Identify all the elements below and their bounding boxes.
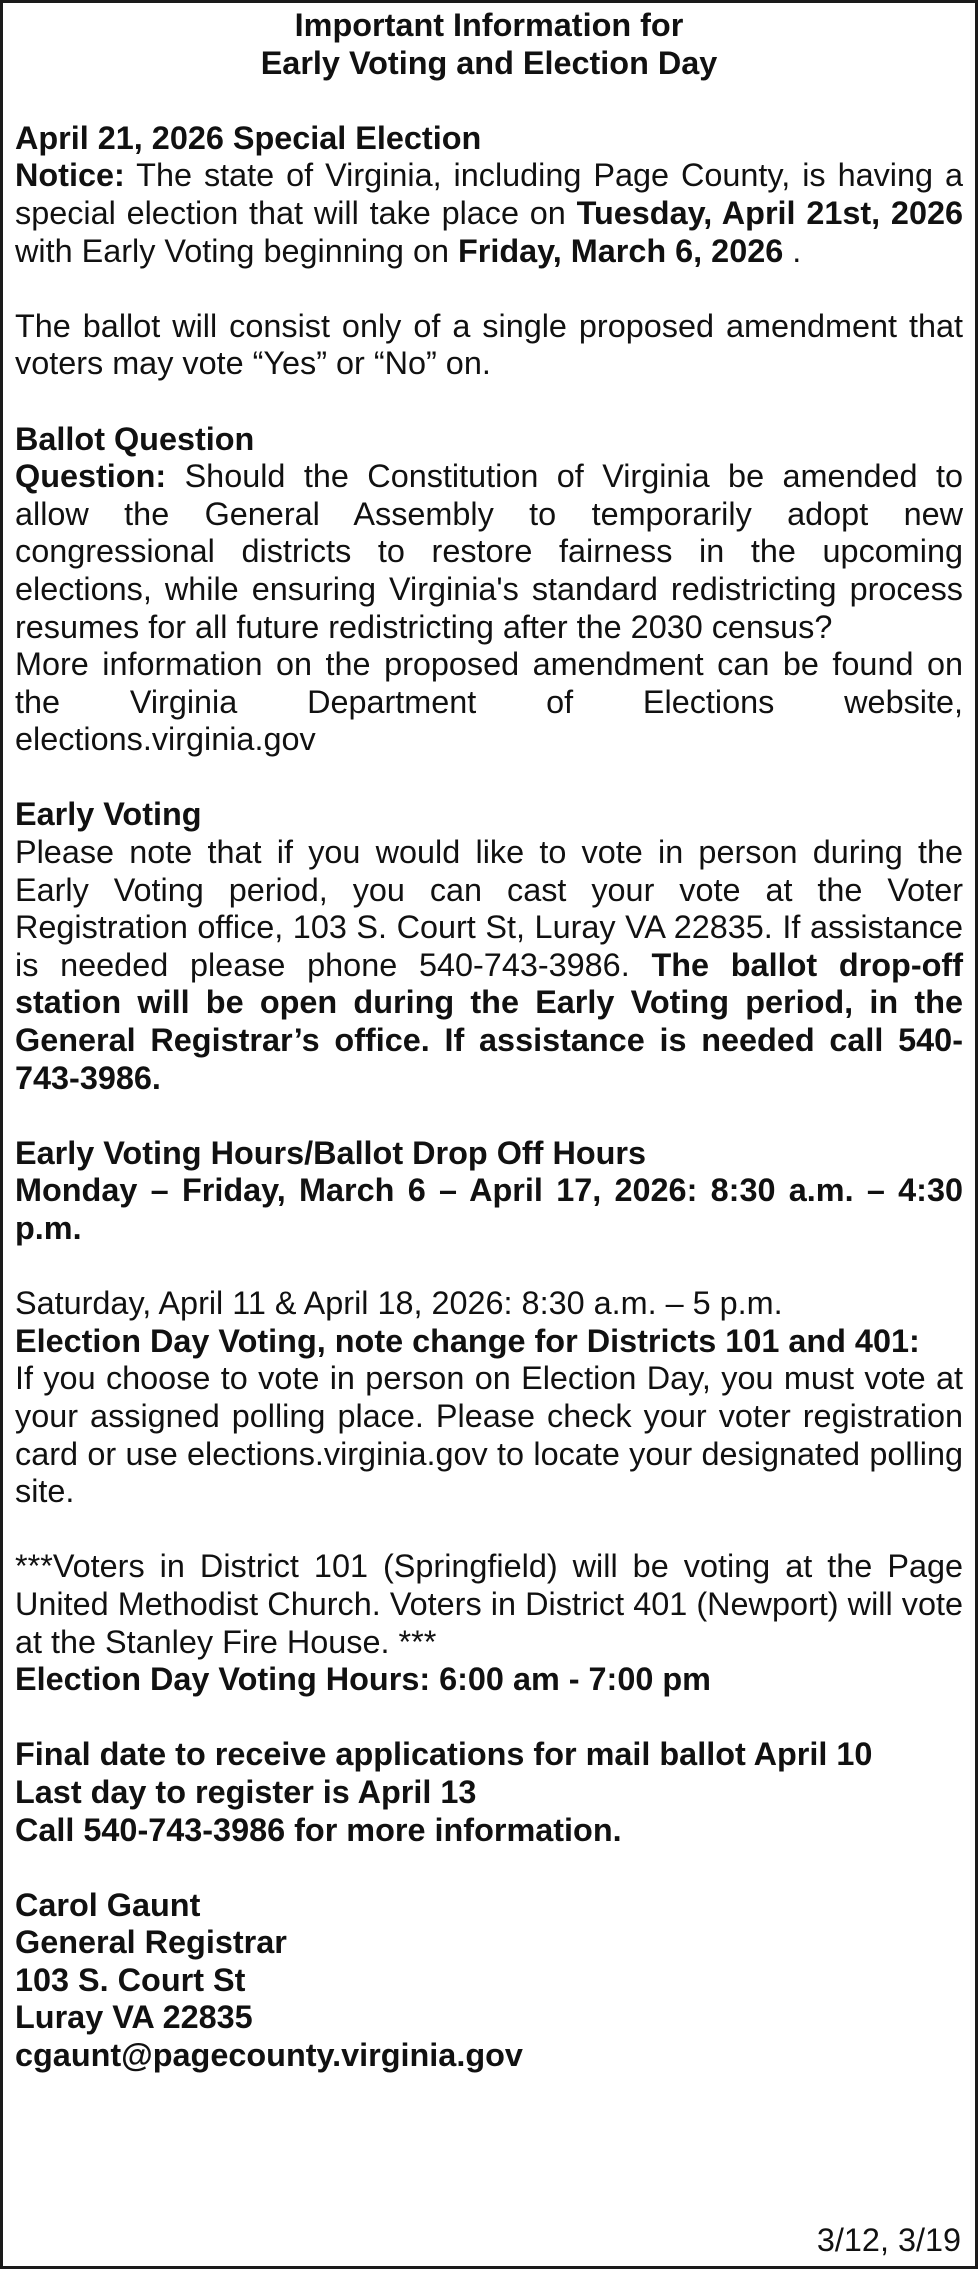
- notice-text-1: The state of Virginia, including Page County, is having a special election that will take place on: [15, 157, 963, 231]
- early-voting-body: Please note that if you would like to vote in person during the Early Voting period, you can cast your vote at the Voter Registration office, 103 S. Court St, Luray VA 22835. If assistance is needed please phone 540-743-3986.: [15, 834, 963, 983]
- registrar-title: General Registrar: [15, 1924, 287, 1961]
- registrar-address-1: 103 S. Court St: [15, 1961, 246, 1998]
- notice-text-3: .: [783, 232, 802, 269]
- notice-label: Notice:: [15, 157, 125, 194]
- early-voting-start-date: Friday, March 6, 2026: [457, 232, 784, 269]
- call-info: Call 540-743-3986 for more information.: [15, 1811, 622, 1848]
- question-text: Should the Constitution of Virginia be amended to allow the General Assembly to temporarily adopt new congressional districts to restore fairness in the upcoming elections, while ensuring Virginia's standard redistricting process resumes for all future redistricting after the 2030 census?: [15, 458, 963, 645]
- district-changes: ***Voters in District 101 (Springfield) will be voting at the Page United Methodist Church. Voters in District 401 (Newport) will vote at the Stanley Fire House. ***: [15, 1548, 963, 1660]
- election-date: Tuesday, April 21st, 2026: [576, 194, 963, 231]
- special-election-notice: [15, 157, 963, 270]
- registrar-email: cgaunt@pagecounty.virginia.gov: [15, 2037, 523, 2074]
- special-election-title: April 21, 2026 Special Election: [15, 119, 482, 156]
- notice-heading-line1: Important Information for: [294, 7, 684, 43]
- early-voting-title: Early Voting: [15, 796, 202, 833]
- more-info-text: More information on the proposed amendment can be found on the Virginia Department of Elections website, elections.virginia.gov: [15, 646, 963, 758]
- election-day-text: If you choose to vote in person on Election Day, you must vote at your assigned polling place. Please check your voter registration card or use elections.virginia.gov to locate your designated polling site.: [15, 1360, 963, 1510]
- notice-heading-line2: Early Voting and Election Day: [260, 44, 718, 81]
- question-label: Question:: [15, 458, 167, 495]
- registrar-name: Carol Gaunt: [15, 1886, 201, 1923]
- early-voting-text: [15, 834, 963, 1097]
- election-day-title: Election Day Voting, note change for Districts 101 and 401:: [15, 1322, 920, 1359]
- weekday-hours: Monday – Friday, March 6 – April 17, 2026: 8:30 a.m. – 4:30 p.m.: [15, 1172, 963, 1246]
- registration-deadline: Last day to register is April 13: [15, 1773, 477, 1810]
- saturday-hours: Saturday, April 11 & April 18, 2026: 8:30 a.m. – 5 p.m.: [15, 1285, 783, 1322]
- ballot-description: The ballot will consist only of a single proposed amendment that voters may vote “Yes” or “No” on.: [15, 307, 963, 382]
- mail-ballot-deadline: Final date to receive applications for mail ballot April 10: [15, 1736, 873, 1773]
- ballot-question: [15, 458, 963, 646]
- registrar-address-2: Luray VA 22835: [15, 1999, 253, 2036]
- notice-text-2: with Early Voting beginning on: [15, 232, 458, 269]
- election-day-hours: Election Day Voting Hours: 6:00 am - 7:00 pm: [15, 1661, 711, 1698]
- ballot-question-title: Ballot Question: [15, 420, 255, 457]
- drop-off-notice: The ballot drop-off station will be open during the Early Voting period, in the General Registrar’s office. If assistance is needed call 540-743-3986.: [15, 946, 963, 1096]
- publication-dates: 3/12, 3/19: [816, 2222, 961, 2259]
- hours-title: Early Voting Hours/Ballot Drop Off Hours: [15, 1134, 647, 1171]
